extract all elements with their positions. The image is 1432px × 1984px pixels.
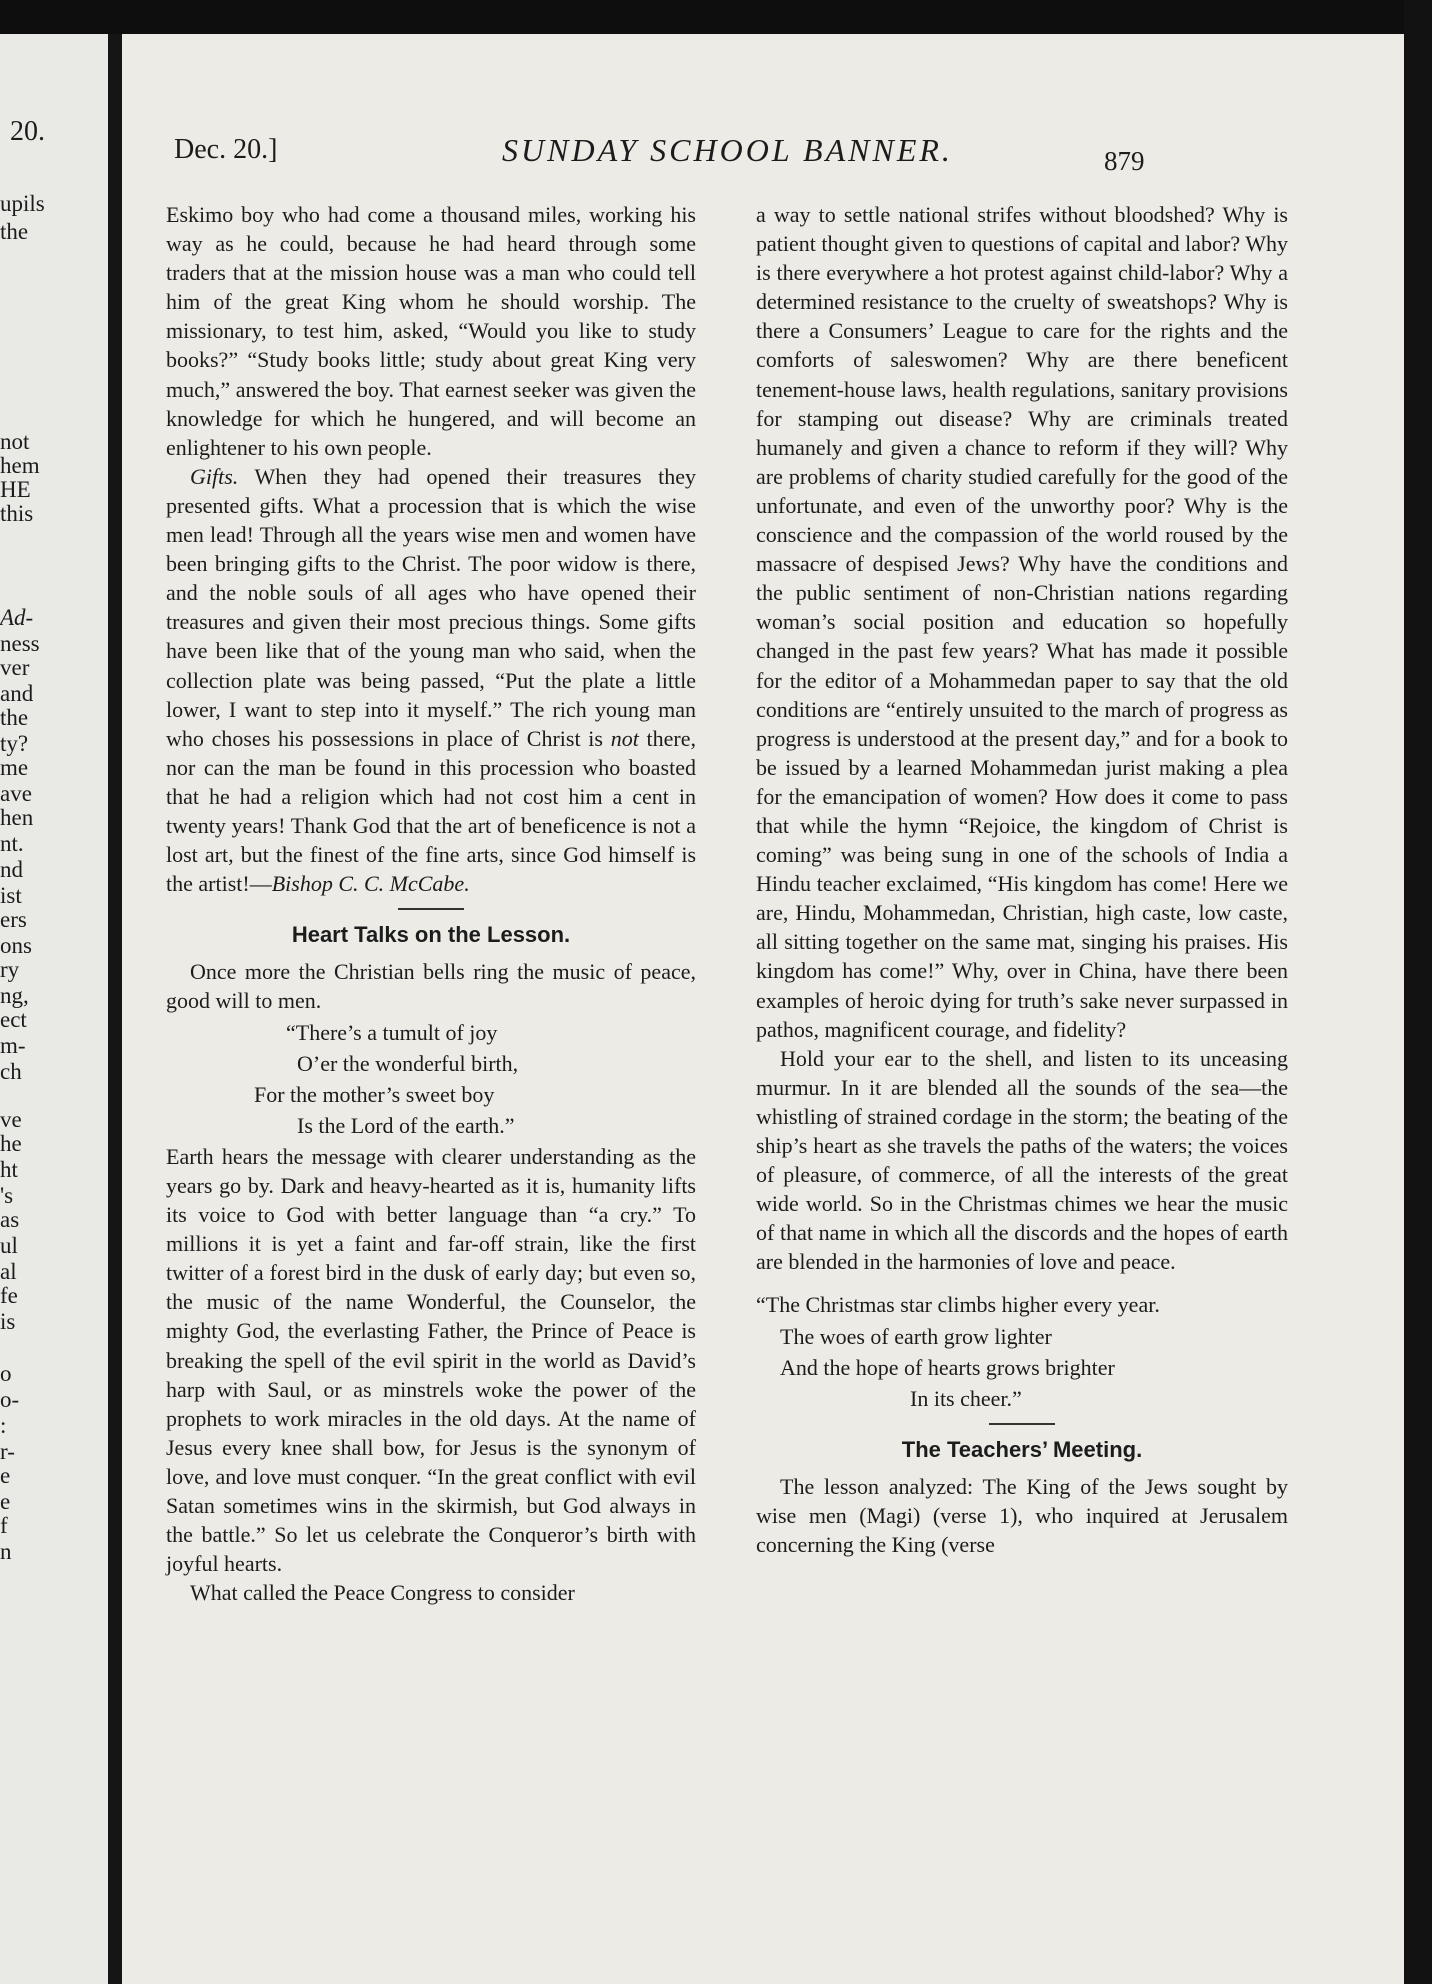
margin-fragment: : xyxy=(0,1413,7,1438)
poem-line-4: Is the Lord of the earth.” xyxy=(297,1112,515,1138)
poem-line-1: “The Christmas star climbs higher every year. xyxy=(756,1292,1160,1318)
margin-fragment: he xyxy=(0,1131,22,1156)
margin-fragment: the xyxy=(0,705,29,730)
margin-fragment: ave xyxy=(0,781,32,806)
margin-fragment: 's xyxy=(0,1183,14,1208)
margin-fragment: ht xyxy=(0,1157,18,1182)
margin-fragment: e xyxy=(0,1489,11,1514)
scan-right-edge xyxy=(1404,0,1432,1984)
margin-fragment: upils xyxy=(0,191,45,216)
margin-fragment: ons xyxy=(0,933,32,958)
margin-fragment: not xyxy=(0,429,30,454)
margin-fragment: ness xyxy=(0,631,40,656)
margin-fragment: r- xyxy=(0,1439,15,1464)
paragraph-why-questions: a way to settle national strifes without bloodshed? Why is patient thought given to questions of capital and labor? Why is there everywhere a hot protest against child-labor? Why a determined resistance to the cruelty of sweatshops? Why is there a Consumers’ League to care for the rights and the comforts of saleswomen? Why are there beneficent tenement-house laws, health regulations, sanitary provisions for stamping out disease? Why are criminals treated humanely and given a chance to reform if they will? Why are problems of charity studied carefully for the good of the unfortunate, and even of the unworthy poor? Why is the conscience and the compassion of the world roused by the massacre of despised Jews? Why have the conditions and the public sentiment of non-Christian nations regarding woman’s social position and education so hopefully changed in the past few years? What has made it possible for the editor of a Mohammedan paper to say that the old conditions are “entirely unsuited to the march of progress as progress is understood at the present day,” and for a book to be issued by a learned Mohammedan jurist making a plea for the emancipation of women? How does it come to pass that while the hymn “Rejoice, the kingdom of Christ is coming” was being sung in one of the schools of India a Hindu teacher exclaimed, “His kingdom has come! Here we are, Hindu, Mohammedan, Christian, high caste, low caste, all sitting together on the same mat, singing his praises. His kingdom has come!” Why, over in China, have there been examples of heroic dying for truth’s sake never surpassed in pathos, magnificent courage, and fidelity? xyxy=(756,202,1288,1042)
gifts-emphasis: not xyxy=(610,725,639,751)
heading-heart-talks: Heart Talks on the Lesson. xyxy=(291,922,571,948)
paragraph-gifts xyxy=(166,462,696,898)
page xyxy=(122,34,1404,1984)
margin-fragment: hen xyxy=(0,805,34,830)
margin-fragment: ry xyxy=(0,957,20,982)
gifts-label: Gifts. xyxy=(190,463,239,489)
section-divider xyxy=(398,908,464,910)
margin-fragment: and xyxy=(0,681,34,706)
book-gutter xyxy=(108,34,122,1984)
poem-line-4: In its cheer.” xyxy=(910,1385,1022,1411)
left-column xyxy=(166,200,696,1607)
margin-fragment: HE xyxy=(0,477,31,502)
margin-fragment: ver xyxy=(0,655,30,680)
paragraph-earth-hears: Earth hears the message with clearer understanding as the years go by. Dark and heavy-hearted as it is, humanity lifts its voice to God with better language than “a cry.” To millions it is yet a faint and far-off strain, like the first twitter of a forest bird in the dusk of early day; but even so, the music of the name Wonderful, the Counselor, the mighty God, the everlasting Father, the Prince of Peace is breaking the spell of the evil spirit in the world as David’s harp with Saul, or as minstrels woke the power of the prophets to work miracles in the old days. At the name of Jesus every knee shall bow, for Jesus is the synonym of love, and love must conquer. “In the great conflict with evil Satan sometimes wins in the skirmish, but God always in the battle.” So let us celebrate the Conqueror’s birth with joyful hearts. xyxy=(166,1143,696,1577)
previous-page-margin xyxy=(0,34,108,1984)
poem-line-2: The woes of earth grow lighter xyxy=(780,1323,1052,1349)
paragraph-peace-congress: What called the Peace Congress to consider xyxy=(190,1580,575,1606)
margin-fragment: nt. xyxy=(0,831,24,856)
poem-line-2: O’er the wonderful birth, xyxy=(297,1050,519,1076)
margin-fragment: ers xyxy=(0,907,27,932)
paragraph-eskimo: Eskimo boy who had come a thousand miles, working his way as he could, because he had heard through some traders that at the mission house was a man who could tell him of the great King whom he should worship. The missionary, to test him, asked, “Would you like to study books?” “Study books little; study about great King very much,” answered the boy. That earnest seeker was given the knowledge for which he hungered, and will become an enlightener to his own people. xyxy=(166,202,696,460)
margin-fragment: ect xyxy=(0,1007,27,1032)
paragraph-ear-to-shell: Hold your ear to the shell, and listen to its unceasing murmur. In it are blended all the sounds of the sea—the whistling of strained cordage in the storm; the beating of the ship’s heart as she travels the paths of the waters; the voices of pleasure, of commerce, of all the interests of the great wide world. So in the Christmas chimes we hear the music of that name in which all the discords and the hopes of earth are blended in the harmonies of love and peace. xyxy=(756,1045,1288,1275)
gifts-author: Bishop C. C. McCabe. xyxy=(271,871,470,897)
header-date: Dec. 20.] xyxy=(174,134,278,165)
margin-fragment: me xyxy=(0,755,29,780)
margin-fragment: is xyxy=(0,1309,16,1334)
margin-fragment: as xyxy=(0,1207,20,1232)
scan-top-edge xyxy=(0,0,1432,34)
margin-fragment: nd xyxy=(0,857,23,882)
margin-fragment: ch xyxy=(0,1059,22,1084)
poem-line-1: “There’s a tumult of joy xyxy=(286,1019,498,1045)
right-column xyxy=(756,200,1288,1559)
poem-line-3: And the hope of hearts grows brighter xyxy=(780,1354,1115,1380)
margin-fragment: ul xyxy=(0,1233,18,1258)
margin-fragment: hem xyxy=(0,453,40,478)
margin-fragment: Ad- xyxy=(0,605,34,630)
section-divider xyxy=(989,1423,1055,1425)
margin-fragment: o- xyxy=(0,1387,20,1412)
margin-fragment: ist xyxy=(0,883,22,908)
margin-fragment: ng, xyxy=(0,983,29,1008)
margin-fragment: e xyxy=(0,1463,11,1488)
margin-fragment: al xyxy=(0,1259,17,1284)
margin-fragment: ve xyxy=(0,1107,22,1132)
paragraph-lesson-analyzed: The lesson analyzed: The King of the Jews sought by wise men (Magi) (verse 1), who inquired at Jerusalem concerning the King (verse xyxy=(756,1473,1288,1558)
margin-fragment: this xyxy=(0,501,34,526)
margin-fragment: ty? xyxy=(0,731,29,756)
margin-fragment: n xyxy=(0,1539,12,1564)
margin-fragment: f xyxy=(0,1513,8,1538)
margin-fragment: 20. xyxy=(10,116,45,147)
margin-fragment: fe xyxy=(0,1283,18,1308)
margin-fragment: m- xyxy=(0,1033,26,1058)
page-number: 879 xyxy=(1104,146,1145,176)
running-title: SUNDAY SCHOOL BANNER. xyxy=(502,132,953,168)
gifts-text-b: there, nor can the man be found in this procession who boasted that he had a religion which had not cost him a cent in twenty years! Thank God that the art of beneficence is not a lost art, but the finest of the fine arts, since God himself is the artist!— xyxy=(166,725,697,897)
margin-fragment: o xyxy=(0,1361,12,1386)
paragraph-christian-bells: Once more the Christian bells ring the music of peace, good will to men. xyxy=(166,959,696,1014)
gifts-text-a: When they had opened their treasures they presented gifts. What a procession that is which the wise men lead! Through all the years wise men and women have been bringing gifts to the Christ. The poor widow is there, and the noble souls of all ages who have opened their treasures and given their most precious things. Some gifts have been like that of the young man who said, when the collection plate was being passed, “Put the plate a little lower, I want to step into it myself.” The rich young man who choses his possessions in place of Christ is xyxy=(166,463,696,751)
heading-teachers-meeting: The Teachers’ Meeting. xyxy=(901,1436,1143,1462)
margin-fragment: the xyxy=(0,219,29,244)
poem-line-3: For the mother’s sweet boy xyxy=(254,1081,495,1107)
